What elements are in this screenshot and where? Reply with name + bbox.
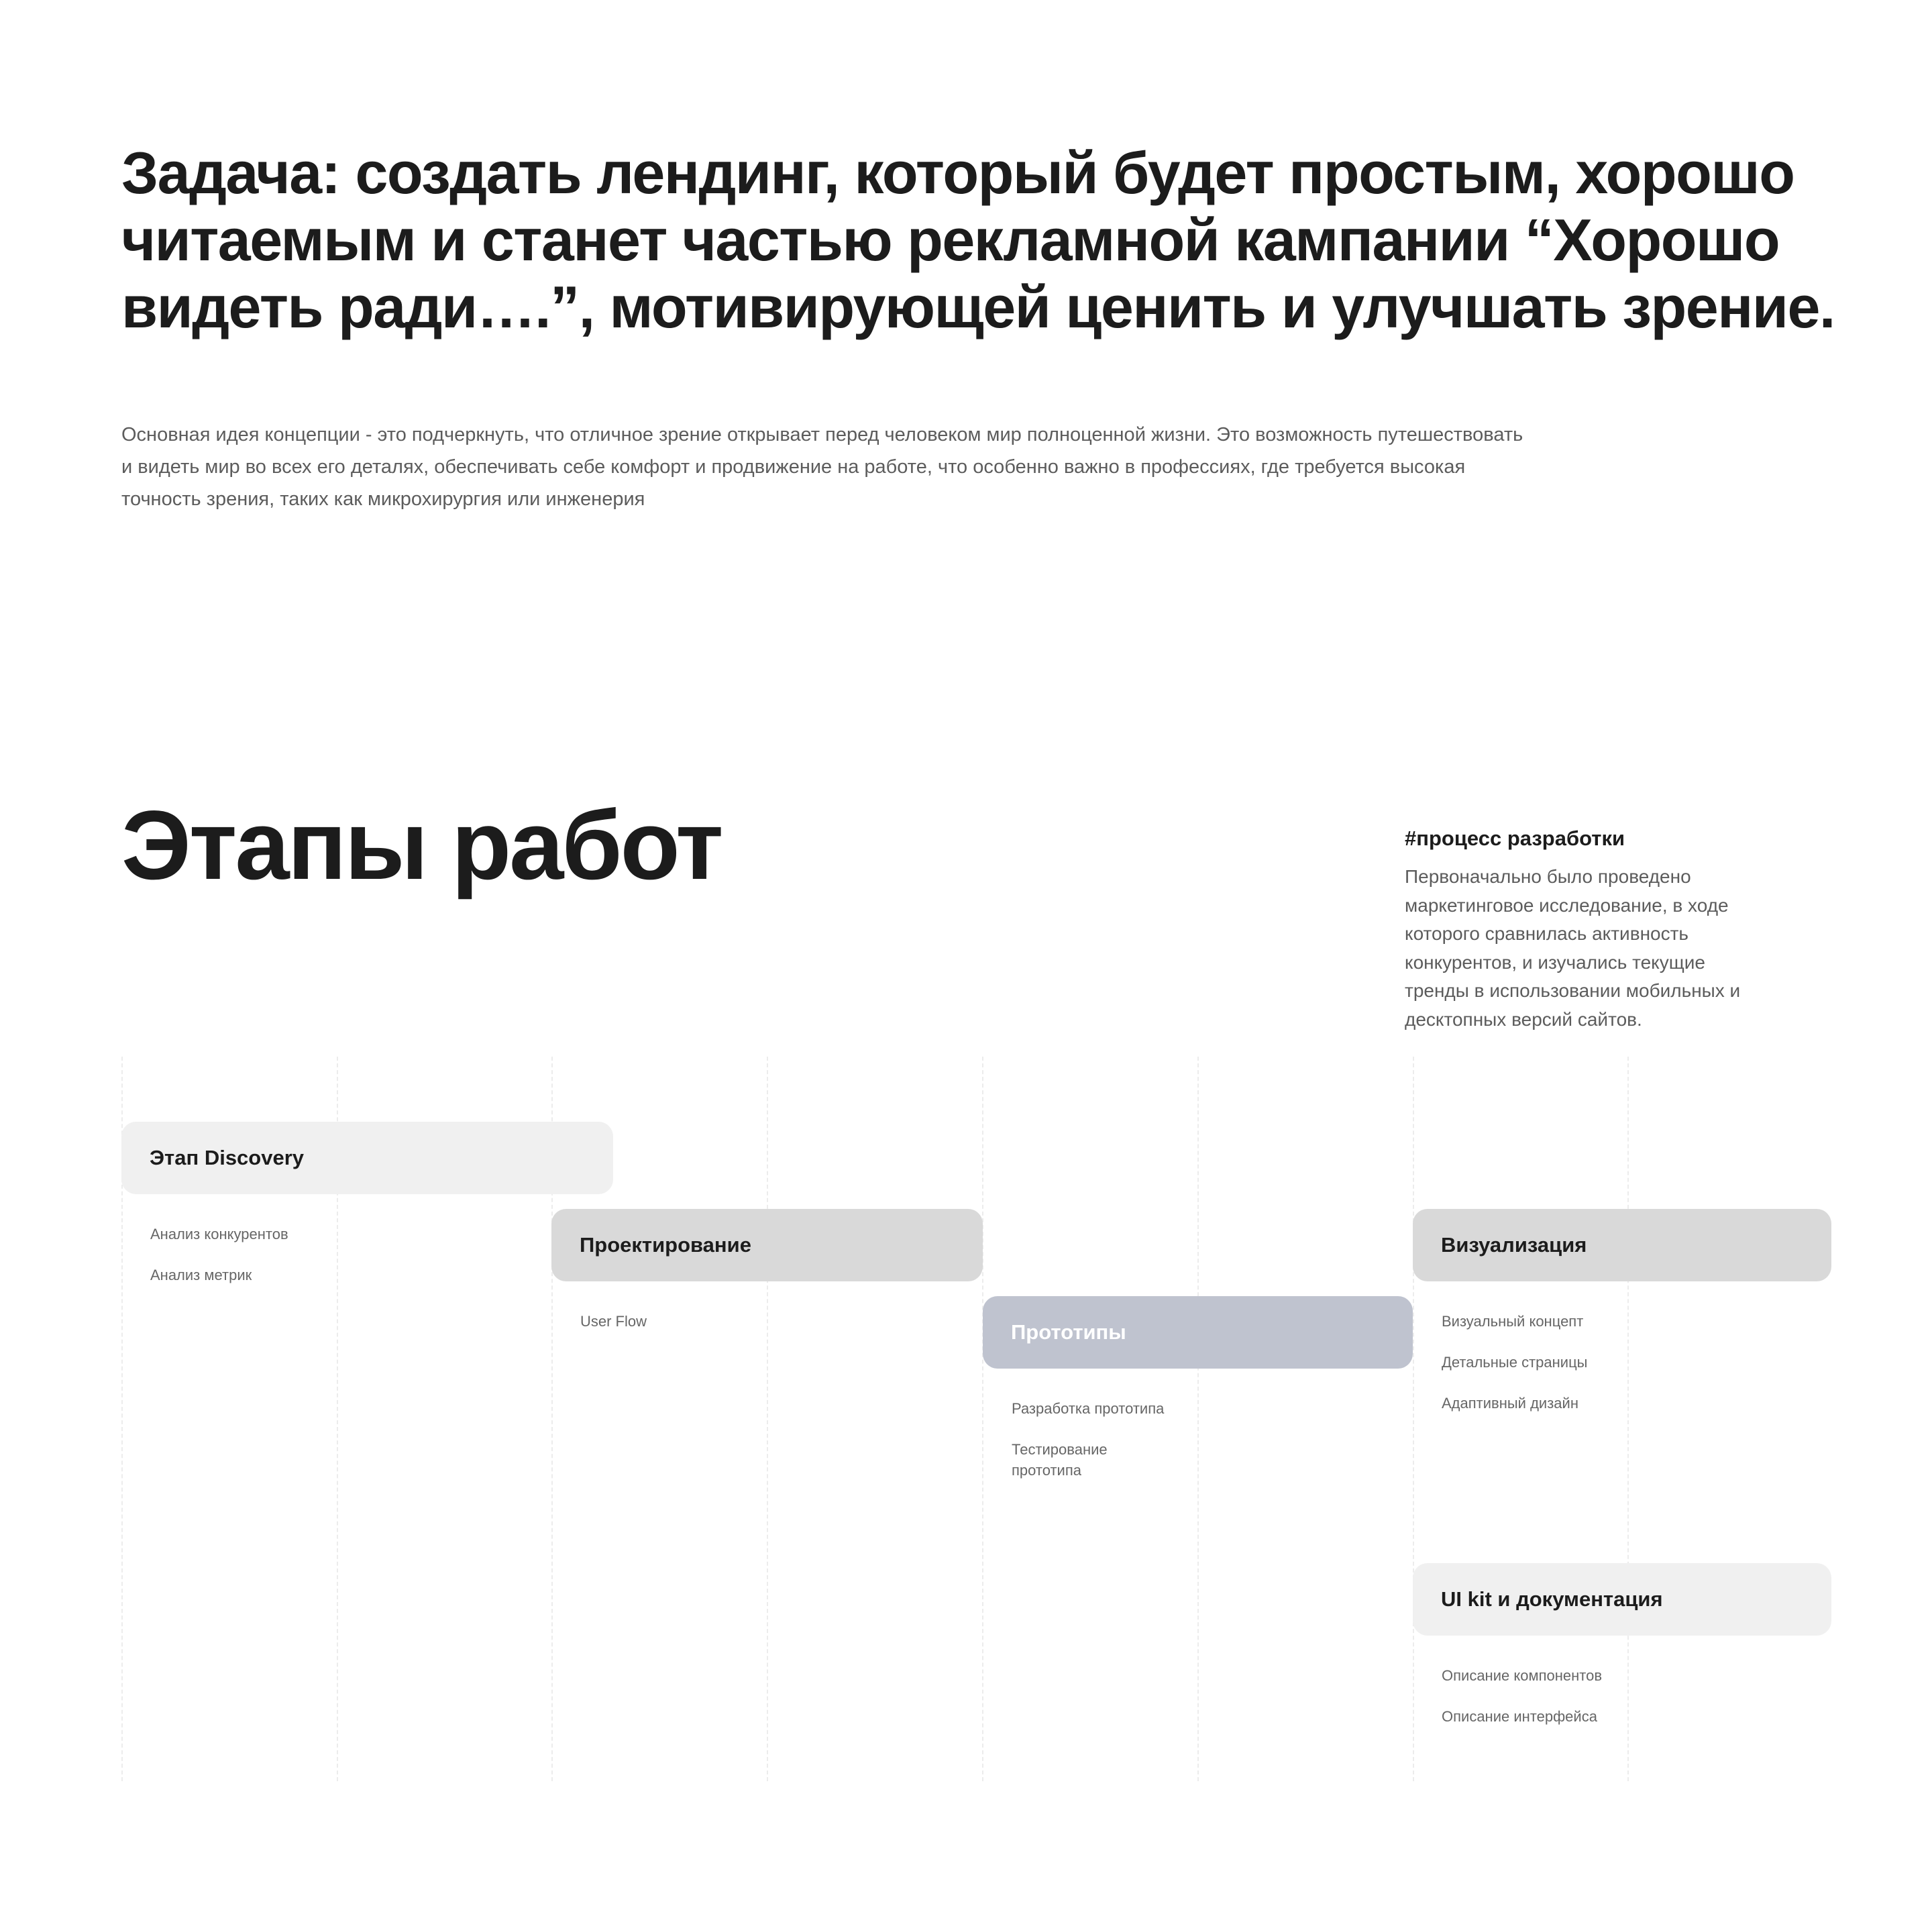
- concept-description: [121, 419, 1799, 515]
- stage-design-tasks: [580, 1311, 647, 1352]
- task-heading-line: Задача: создать лендинг, который будет простым, хорошо: [121, 140, 1794, 206]
- process-tag: #процесс разработки: [1405, 827, 1625, 850]
- stage-task: Визуальный концепт: [1442, 1313, 1584, 1330]
- stage-task: Описание интерфейса: [1442, 1708, 1597, 1725]
- grid-line: [1627, 1057, 1629, 1781]
- stage-uikit-tasks: [1442, 1665, 1602, 1747]
- stage-task: Анализ конкурентов: [150, 1226, 288, 1242]
- stage-task: Анализ метрик: [150, 1267, 252, 1283]
- concept-line: и видеть мир во всех его деталях, обеспечивать себе комфорт и продвижение на работе, что особенно важно в профессиях, где требуется высокая: [121, 456, 1466, 478]
- grid-line: [1413, 1057, 1414, 1781]
- stage-design-bar: Проектирование: [551, 1209, 983, 1281]
- task-heading-line: видеть ради….”, мотивирующей ценить и улучшать зрение.: [121, 274, 1835, 340]
- stage-task: Разработка прототипа: [1012, 1400, 1165, 1417]
- stage-task: Адаптивный дизайн: [1442, 1395, 1578, 1412]
- task-heading-line: читаемым и станет частью рекламной кампании “Хорошо: [121, 207, 1780, 273]
- stage-task: Детальные страницы: [1442, 1354, 1588, 1371]
- grid-line: [1197, 1057, 1199, 1781]
- process-line: конкурентов, и изучались текущие: [1405, 951, 1705, 973]
- task-heading: [121, 140, 1866, 341]
- stages-title: Этапы работ: [121, 790, 722, 900]
- concept-line: Основная идея концепции - это подчеркнуть, что отличное зрение открывает перед человеком мир полноценной жизни. Это возможность путешествовать: [121, 424, 1523, 445]
- stage-uikit-bar: UI kit и документация: [1413, 1563, 1831, 1636]
- stage-task: User Flow: [580, 1313, 647, 1330]
- stage-prototypes-bar: Прототипы: [983, 1296, 1413, 1369]
- process-line: тренды в использовании мобильных и: [1405, 980, 1741, 1001]
- process-line: Первоначально было проведено: [1405, 866, 1691, 887]
- process-description: [1405, 863, 1807, 1034]
- process-line: которого сравнилась активность: [1405, 923, 1689, 944]
- grid-line: [767, 1057, 768, 1781]
- stage-discovery-tasks: [150, 1224, 288, 1306]
- stage-prototypes-tasks: [1012, 1398, 1164, 1501]
- concept-line: точность зрения, таких как микрохирургия или инженерия: [121, 488, 645, 510]
- grid-line: [982, 1057, 983, 1781]
- stage-task: Тестирование прототипа: [1012, 1441, 1108, 1479]
- stage-task: Описание компонентов: [1442, 1667, 1603, 1684]
- process-line: маркетинговое исследование, в ходе: [1405, 894, 1729, 916]
- stage-discovery-bar: Этап Discovery: [121, 1122, 613, 1194]
- stage-visualization-tasks: [1442, 1311, 1587, 1434]
- stage-visualization-bar: Визуализация: [1413, 1209, 1831, 1281]
- process-line: десктопных версий сайтов.: [1405, 1008, 1642, 1030]
